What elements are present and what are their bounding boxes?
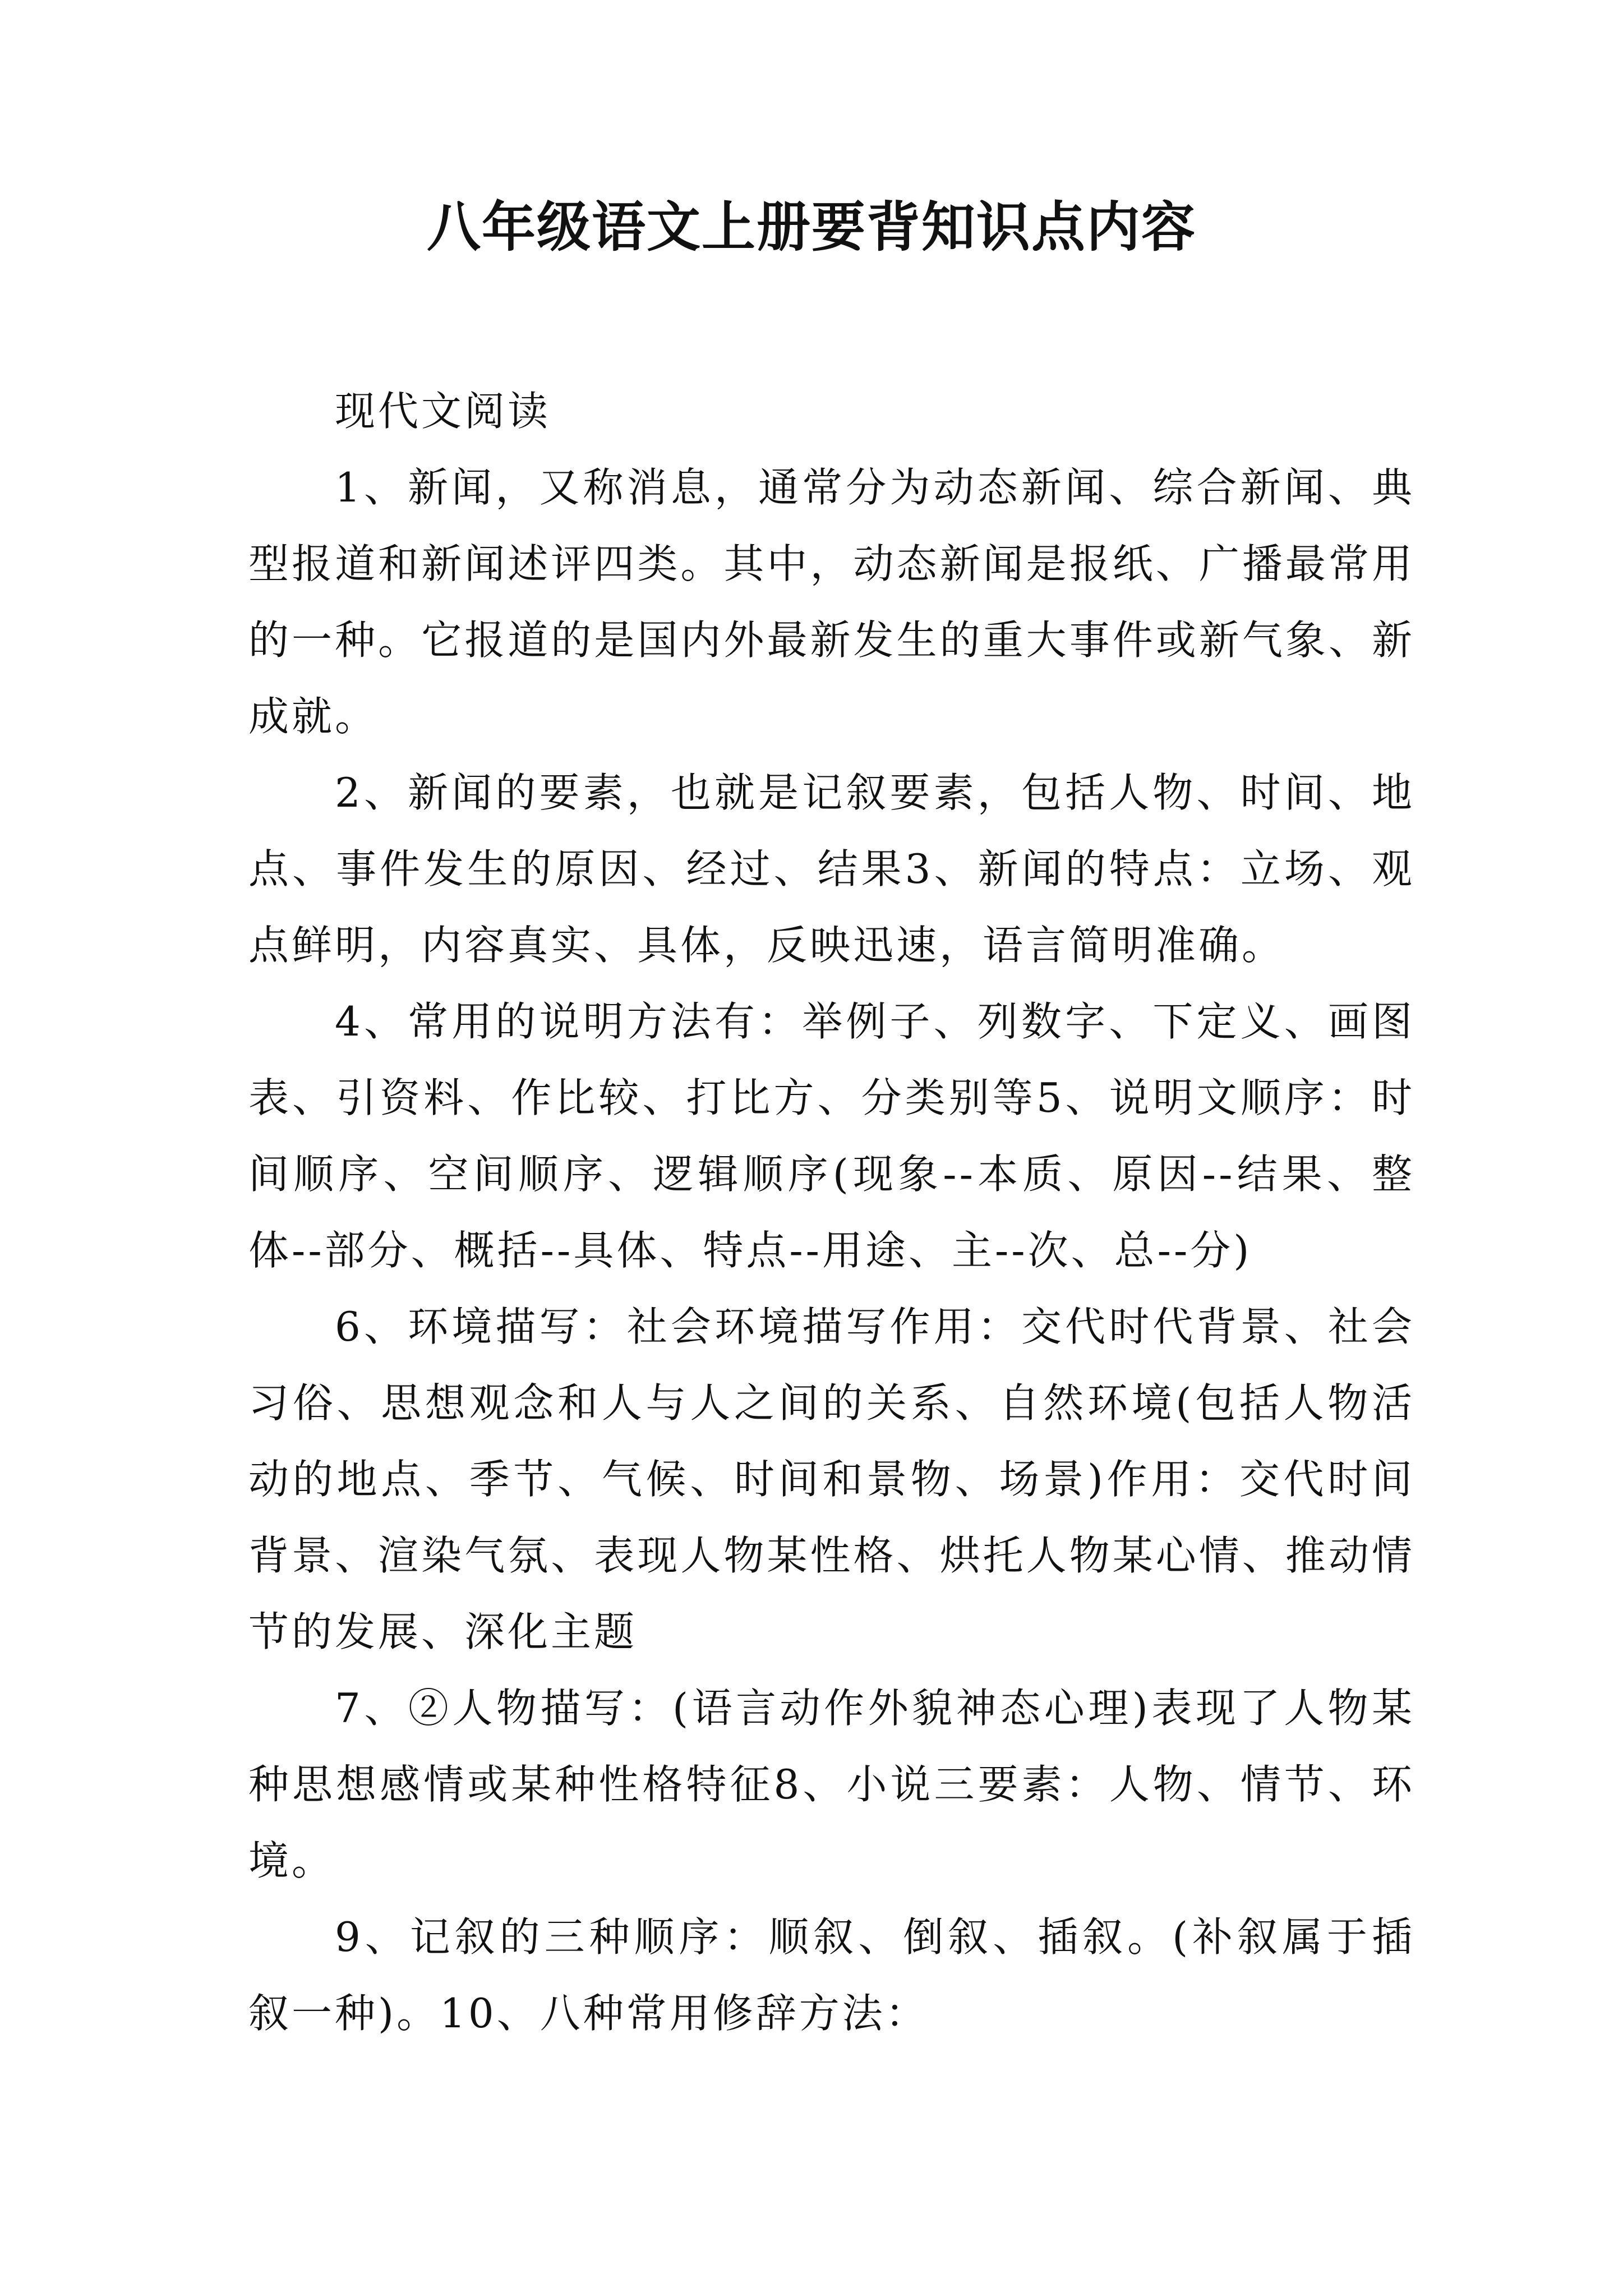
paragraph-environment-description: 6、环境描写：社会环境描写作用：交代时代背景、社会习俗、思想观念和人与人之间的关系、自然环境(包括人物活动的地点、季节、气候、时间和景物、场景)作用：交代时间背景、渲染气氛、表现人物某性格、烘托人物某心情、推动情节的发展、深化主题 — [248, 1303, 1415, 1655]
paragraph-explanation-methods: 4、常用的说明方法有：举例子、列数字、下定义、画图表、引资料、作比较、打比方、分类别等5、说明文顺序：时间顺序、空间顺序、逻辑顺序(现象--本质、原因--结果、整体--部分、概括--具体、特点--用途、主--次、总--分) — [248, 998, 1415, 1274]
paragraph-news-definition: 1、新闻，又称消息，通常分为动态新闻、综合新闻、典型报道和新闻述评四类。其中，动态新闻是报纸、广播最常用的一种。它报道的是国内外最新发生的重大事件或新气象、新成就。 — [248, 464, 1415, 740]
section-heading: 现代文阅读 — [335, 388, 551, 435]
paragraph-narrative-order: 9、记叙的三种顺序：顺叙、倒叙、插叙。(补叙属于插叙一种)。10、八种常用修辞方法： — [248, 1913, 1415, 2037]
document-body — [248, 373, 1415, 2051]
document-title: 八年级语文上册要背知识点内容 — [427, 195, 1196, 259]
paragraph-news-elements: 2、新闻的要素，也就是记叙要素，包括人物、时间、地点、事件发生的原因、经过、结果3、新闻的特点：立场、观点鲜明，内容真实、具体，反映迅速，语言简明准确。 — [248, 769, 1415, 969]
paragraph-character-description: 7、②人物描写：(语言动作外貌神态心理)表现了人物某种思想感情或某种性格特征8、小说三要素：人物、情节、环境。 — [248, 1685, 1415, 1884]
